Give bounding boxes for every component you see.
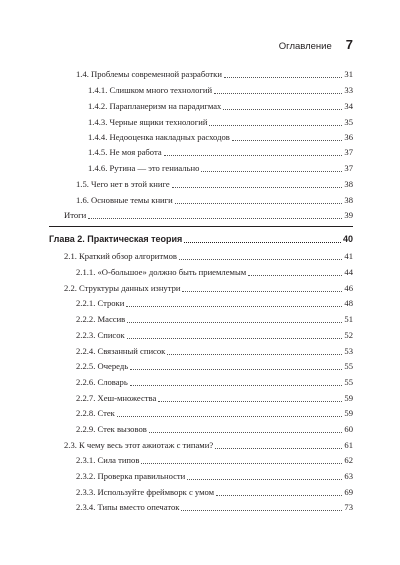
toc-entry[interactable]	[88, 161, 353, 174]
dot-leader	[216, 494, 342, 496]
dot-leader	[214, 92, 342, 94]
dot-leader	[201, 170, 342, 172]
toc-entry-label: 2.2.2. Массив	[76, 314, 126, 324]
running-header	[279, 37, 353, 52]
toc-entry-page: 38	[344, 179, 353, 189]
toc-entry-page: 55	[344, 361, 353, 371]
toc-entry-label: 2.2.3. Список	[76, 330, 125, 340]
toc-entry[interactable]	[88, 115, 353, 128]
toc-entry-label: 1.4.3. Черные ящики технологий	[88, 117, 208, 127]
toc-entry-label: 1.4.6. Рутина — это гениально	[88, 163, 200, 173]
dot-leader	[126, 305, 342, 307]
toc-entry-page: 37	[344, 147, 353, 157]
toc-entry[interactable]	[64, 208, 353, 221]
toc-entry[interactable]	[76, 422, 353, 435]
toc-entry-label: 2.2.6. Словарь	[76, 377, 128, 387]
dot-leader	[141, 462, 342, 464]
dot-leader	[175, 202, 343, 204]
toc-entry-page: 73	[344, 502, 353, 512]
toc-entry-page: 55	[344, 377, 353, 387]
toc-entry-label: 2.2. Структуры данных изнутри	[64, 283, 181, 293]
toc-entry-page: 61	[344, 440, 353, 450]
toc-entry-page: 62	[344, 455, 353, 465]
toc-chapter-entry[interactable]	[49, 232, 353, 245]
toc-entry-page: 48	[344, 298, 353, 308]
dot-leader	[224, 76, 342, 78]
toc-entry-label: 2.3.2. Проверка правильности	[76, 471, 186, 481]
toc-entry-label: 2.3. К чему весь этот ажиотаж с типами?	[64, 440, 214, 450]
toc-entry[interactable]	[76, 312, 353, 325]
toc-entry-page: 37	[344, 163, 353, 173]
toc-entry-label: 1.4.4. Недооценка накладных расходов	[88, 132, 230, 142]
toc-entry-label: 2.2.5. Очередь	[76, 361, 129, 371]
toc-entry[interactable]	[76, 344, 353, 357]
dot-leader	[158, 400, 342, 402]
chapter-divider	[49, 226, 353, 227]
toc-entry-page: 38	[344, 195, 353, 205]
dot-leader	[248, 274, 342, 276]
toc-entry[interactable]	[76, 391, 353, 404]
toc-entry-label: 1.6. Основные темы книги	[76, 195, 173, 205]
toc-entry-label: 2.3.1. Сила типов	[76, 455, 140, 465]
toc-entry-label: 1.4.2. Парапланеризм на парадигмах	[88, 101, 222, 111]
dot-leader	[184, 241, 341, 243]
dot-leader	[182, 290, 342, 292]
toc-entry[interactable]	[76, 375, 353, 388]
dot-leader	[172, 186, 343, 188]
toc-entry-label: 2.2.9. Стек вызовов	[76, 424, 147, 434]
toc-entry-page: 35	[344, 117, 353, 127]
toc-entry[interactable]	[64, 438, 353, 451]
toc-chapter-label: Глава 2. Практическая теория	[49, 234, 183, 244]
toc-entry[interactable]	[76, 177, 353, 190]
toc-entry[interactable]	[76, 485, 353, 498]
toc-entry[interactable]	[76, 328, 353, 341]
toc-entry[interactable]	[76, 265, 353, 278]
toc-entry-label: 2.1. Краткий обзор алгоритмов	[64, 251, 177, 261]
toc-entry-page: 63	[344, 471, 353, 481]
toc-entry-label: 2.2.7. Хеш-множества	[76, 393, 157, 403]
toc-entry[interactable]	[64, 281, 353, 294]
page-number: 7	[345, 37, 353, 52]
dot-leader	[209, 124, 342, 126]
toc-entry-page: 33	[344, 85, 353, 95]
dot-leader	[127, 337, 343, 339]
toc-entry-label: 2.2.1. Строки	[76, 298, 125, 308]
dot-leader	[179, 258, 342, 260]
toc-entry-page: 31	[344, 69, 353, 79]
toc-entry[interactable]	[88, 145, 353, 158]
toc-entry-label: 2.2.8. Стек	[76, 408, 115, 418]
header-title: Оглавление	[278, 41, 332, 52]
dot-leader	[187, 478, 342, 480]
toc-entry[interactable]	[88, 130, 353, 143]
toc-entry[interactable]	[76, 453, 353, 466]
toc-entry[interactable]	[76, 296, 353, 309]
toc-entry-page: 44	[344, 267, 353, 277]
toc-entry-label: Итоги	[64, 210, 87, 220]
dot-leader	[127, 321, 342, 323]
toc-entry-page: 53	[344, 346, 353, 356]
dot-leader	[149, 431, 343, 433]
toc-entry-page: 51	[344, 314, 353, 324]
toc-entry[interactable]	[76, 359, 353, 372]
dot-leader	[215, 447, 342, 449]
toc-entry[interactable]	[76, 67, 353, 80]
dot-leader	[130, 384, 343, 386]
toc-entry[interactable]	[76, 193, 353, 206]
toc-entry-label: 2.3.4. Типы вместо опечаток	[76, 502, 180, 512]
toc-entry-page: 39	[344, 210, 353, 220]
dot-leader	[117, 415, 343, 417]
toc-entry[interactable]	[76, 406, 353, 419]
toc-entry-label: 1.5. Чего нет в этой книге	[76, 179, 170, 189]
toc-entry-page: 59	[344, 408, 353, 418]
toc-entry-label: 2.2.4. Связанный список	[76, 346, 166, 356]
toc-entry-page: 41	[344, 251, 353, 261]
toc-entry-label: 1.4.5. Не моя работа	[88, 147, 162, 157]
toc-entry-page: 69	[344, 487, 353, 497]
toc-entry-page: 52	[344, 330, 353, 340]
toc-entry[interactable]	[88, 99, 353, 112]
dot-leader	[223, 108, 342, 110]
toc-entry-page: 46	[344, 283, 353, 293]
toc-entry[interactable]	[76, 500, 353, 513]
dot-leader	[232, 139, 343, 141]
toc-entry[interactable]	[64, 249, 353, 262]
dot-leader	[181, 509, 342, 511]
toc-entry-label: 1.4.1. Слишком много технологий	[88, 85, 213, 95]
dot-leader	[164, 154, 343, 156]
dot-leader	[167, 353, 342, 355]
toc-entry-label: 2.3.3. Используйте фреймворк с умом	[76, 487, 215, 497]
toc-entry-page: 59	[344, 393, 353, 403]
toc-entry-page: 60	[344, 424, 353, 434]
toc-entry-label: 1.4. Проблемы современной разработки	[76, 69, 222, 79]
toc-chapter-page: 40	[342, 234, 353, 244]
toc-entry[interactable]	[76, 469, 353, 482]
toc-entry[interactable]	[88, 83, 353, 96]
dot-leader	[88, 217, 342, 219]
toc-entry-page: 36	[344, 132, 353, 142]
toc-entry-page: 34	[344, 101, 353, 111]
dot-leader	[130, 368, 342, 370]
toc-entry-label: 2.1.1. «О-большое» должно быть приемлемым	[76, 267, 247, 277]
